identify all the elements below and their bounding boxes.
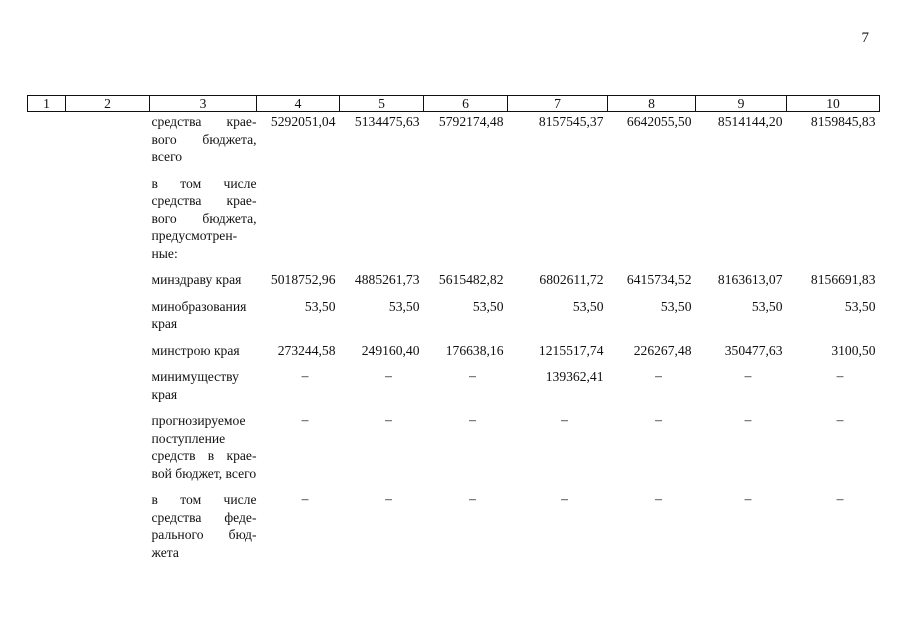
value-cell: – [385,412,392,427]
column-header-10: 10 [787,96,880,112]
table-row [28,367,880,403]
spacer-cell [150,403,257,411]
spacer-cell [257,166,340,174]
value-cell: 139362,41 [545,369,604,384]
spacer-cell [257,403,340,411]
spacer-cell [424,482,508,490]
column-header-7: 7 [508,96,608,112]
table-row [28,112,880,166]
spacer-cell [257,359,340,367]
value-cell: 176638,16 [445,342,504,358]
row-label: минобразования края [151,298,247,331]
spacer-cell [787,359,880,367]
value-cell: 5134475,63 [354,114,420,129]
empty-cell [28,174,66,263]
empty-cell [66,112,150,166]
spacer-cell [608,403,696,411]
spacer-cell [340,333,424,341]
spacer-cell [340,359,424,367]
spacer-cell [608,333,696,341]
spacer-cell [424,333,508,341]
empty-cell [28,367,66,403]
spacer-cell [28,482,66,490]
value-cell: – [655,368,662,383]
empty-cell [66,411,150,482]
value-cell: – [561,491,568,506]
spacer-cell [696,359,787,367]
value-cell: – [385,368,392,383]
spacer-cell [696,166,787,174]
spacer-cell [424,262,508,270]
column-header-4: 4 [257,96,340,112]
value-cell: 4885261,73 [354,272,420,287]
spacer-cell [150,262,257,270]
value-cell: – [836,368,844,383]
value-cell: 6642055,50 [626,114,692,129]
value-cell: 53,50 [660,298,692,314]
value-cell: – [469,412,476,427]
column-header-1: 1 [28,96,66,112]
spacer-cell [424,289,508,297]
value-cell: – [561,412,568,427]
value-cell: 8514144,20 [717,114,783,129]
empty-cell [28,112,66,166]
spacer-cell [508,403,608,411]
value-cell [424,174,508,263]
value-cell: 53,50 [572,298,604,314]
value-cell: – [744,412,752,427]
value-cell: – [744,491,752,506]
value-cell: 8156691,83 [810,272,876,287]
row-spacer [28,403,880,411]
table-row [28,270,880,289]
spacer-cell [66,166,150,174]
value-cell: – [836,491,844,506]
row-label: прогнозируемое поступление средств в крае-вой бюджет, всего [151,413,257,481]
spacer-cell [508,359,608,367]
empty-cell [28,411,66,482]
value-cell: – [301,368,309,383]
row-label: в том числе средства феде-рального бюд-жета [151,492,257,560]
spacer-cell [787,166,880,174]
spacer-cell [66,359,150,367]
column-header-9: 9 [696,96,787,112]
spacer-cell [257,333,340,341]
empty-cell [66,297,150,333]
row-label: минстрою края [151,342,240,358]
value-cell: 6802611,72 [539,272,604,287]
value-cell: 5018752,96 [270,272,336,287]
value-cell: 350477,63 [724,342,783,358]
row-label: минздраву края [151,272,242,287]
spacer-cell [150,289,257,297]
table-row [28,490,880,561]
empty-cell [28,270,66,289]
spacer-cell [28,166,66,174]
column-header-5: 5 [340,96,424,112]
spacer-cell [787,403,880,411]
value-cell: 5615482,82 [438,272,504,287]
empty-cell [66,341,150,360]
row-spacer [28,333,880,341]
value-cell: 53,50 [844,298,876,314]
row-spacer [28,289,880,297]
value-cell: – [301,491,309,506]
empty-cell [66,367,150,403]
spacer-cell [28,262,66,270]
table-row [28,174,880,263]
column-header-6: 6 [424,96,508,112]
spacer-cell [66,289,150,297]
spacer-cell [787,333,880,341]
spacer-cell [424,359,508,367]
spacer-cell [424,166,508,174]
spacer-cell [508,166,608,174]
value-cell: 53,50 [751,298,783,314]
value-cell: – [469,491,476,506]
column-header-8: 8 [608,96,696,112]
empty-cell [66,270,150,289]
spacer-cell [257,262,340,270]
spacer-cell [257,289,340,297]
page-number: 7 [861,30,869,46]
spacer-cell [66,403,150,411]
table-row [28,411,880,482]
row-label: в том числе средства крае-вого бюджета, предусмотрен-ные: [151,175,257,261]
value-cell: – [469,368,476,383]
spacer-cell [424,403,508,411]
row-label: средства крае-вого бюджета, всего [151,114,257,164]
spacer-cell [28,289,66,297]
column-header-2: 2 [66,96,150,112]
value-cell [508,174,608,263]
spacer-cell [508,262,608,270]
spacer-cell [150,359,257,367]
empty-cell [28,341,66,360]
value-cell [787,174,880,263]
row-spacer [28,166,880,174]
value-cell: 3100,50 [831,342,876,358]
row-spacer [28,359,880,367]
spacer-cell [66,333,150,341]
spacer-cell [608,262,696,270]
spacer-cell [787,262,880,270]
spacer-cell [608,359,696,367]
spacer-cell [340,289,424,297]
spacer-cell [66,482,150,490]
empty-cell [28,490,66,561]
value-cell: 53,50 [472,298,504,314]
spacer-cell [787,482,880,490]
value-cell: – [385,491,392,506]
spacer-cell [696,289,787,297]
column-header-3: 3 [150,96,257,112]
spacer-cell [696,333,787,341]
row-spacer [28,482,880,490]
spacer-cell [340,262,424,270]
value-cell: 5792174,48 [438,114,504,129]
empty-cell [28,297,66,333]
spacer-cell [608,482,696,490]
value-cell [696,174,787,263]
value-cell: – [744,368,752,383]
value-cell: 273244,58 [277,342,336,358]
value-cell [608,174,696,263]
spacer-cell [508,333,608,341]
value-cell: 6415734,52 [626,272,692,287]
value-cell: 5292051,04 [270,114,336,129]
value-cell: 8157545,37 [538,114,604,129]
empty-cell [66,174,150,263]
spacer-cell [150,166,257,174]
spacer-cell [608,289,696,297]
spacer-cell [340,482,424,490]
empty-cell [66,490,150,561]
value-cell [340,174,424,263]
spacer-cell [150,333,257,341]
value-cell: – [655,491,662,506]
spacer-cell [340,166,424,174]
value-cell: 8159845,83 [810,114,876,129]
value-cell: – [836,412,844,427]
value-cell [257,174,340,263]
spacer-cell [28,333,66,341]
spacer-cell [66,262,150,270]
row-label: минимуществу края [151,369,239,402]
spacer-cell [787,289,880,297]
value-cell: 53,50 [304,298,336,314]
row-spacer [28,262,880,270]
table-row [28,297,880,333]
spacer-cell [508,482,608,490]
spacer-cell [150,482,257,490]
value-cell: 8163613,07 [717,272,783,287]
column-number-header [28,96,880,112]
value-cell: 1215517,74 [538,342,604,358]
table-row [28,341,880,360]
value-cell: – [655,412,662,427]
value-cell: 226267,48 [633,342,692,358]
spacer-cell [28,359,66,367]
value-cell: 249160,40 [361,342,420,358]
spacer-cell [696,482,787,490]
spacer-cell [28,403,66,411]
spacer-cell [696,262,787,270]
budget-table [27,95,880,561]
value-cell: – [301,412,309,427]
spacer-cell [340,403,424,411]
spacer-cell [608,166,696,174]
spacer-cell [257,482,340,490]
spacer-cell [508,289,608,297]
value-cell: 53,50 [388,298,420,314]
spacer-cell [696,403,787,411]
